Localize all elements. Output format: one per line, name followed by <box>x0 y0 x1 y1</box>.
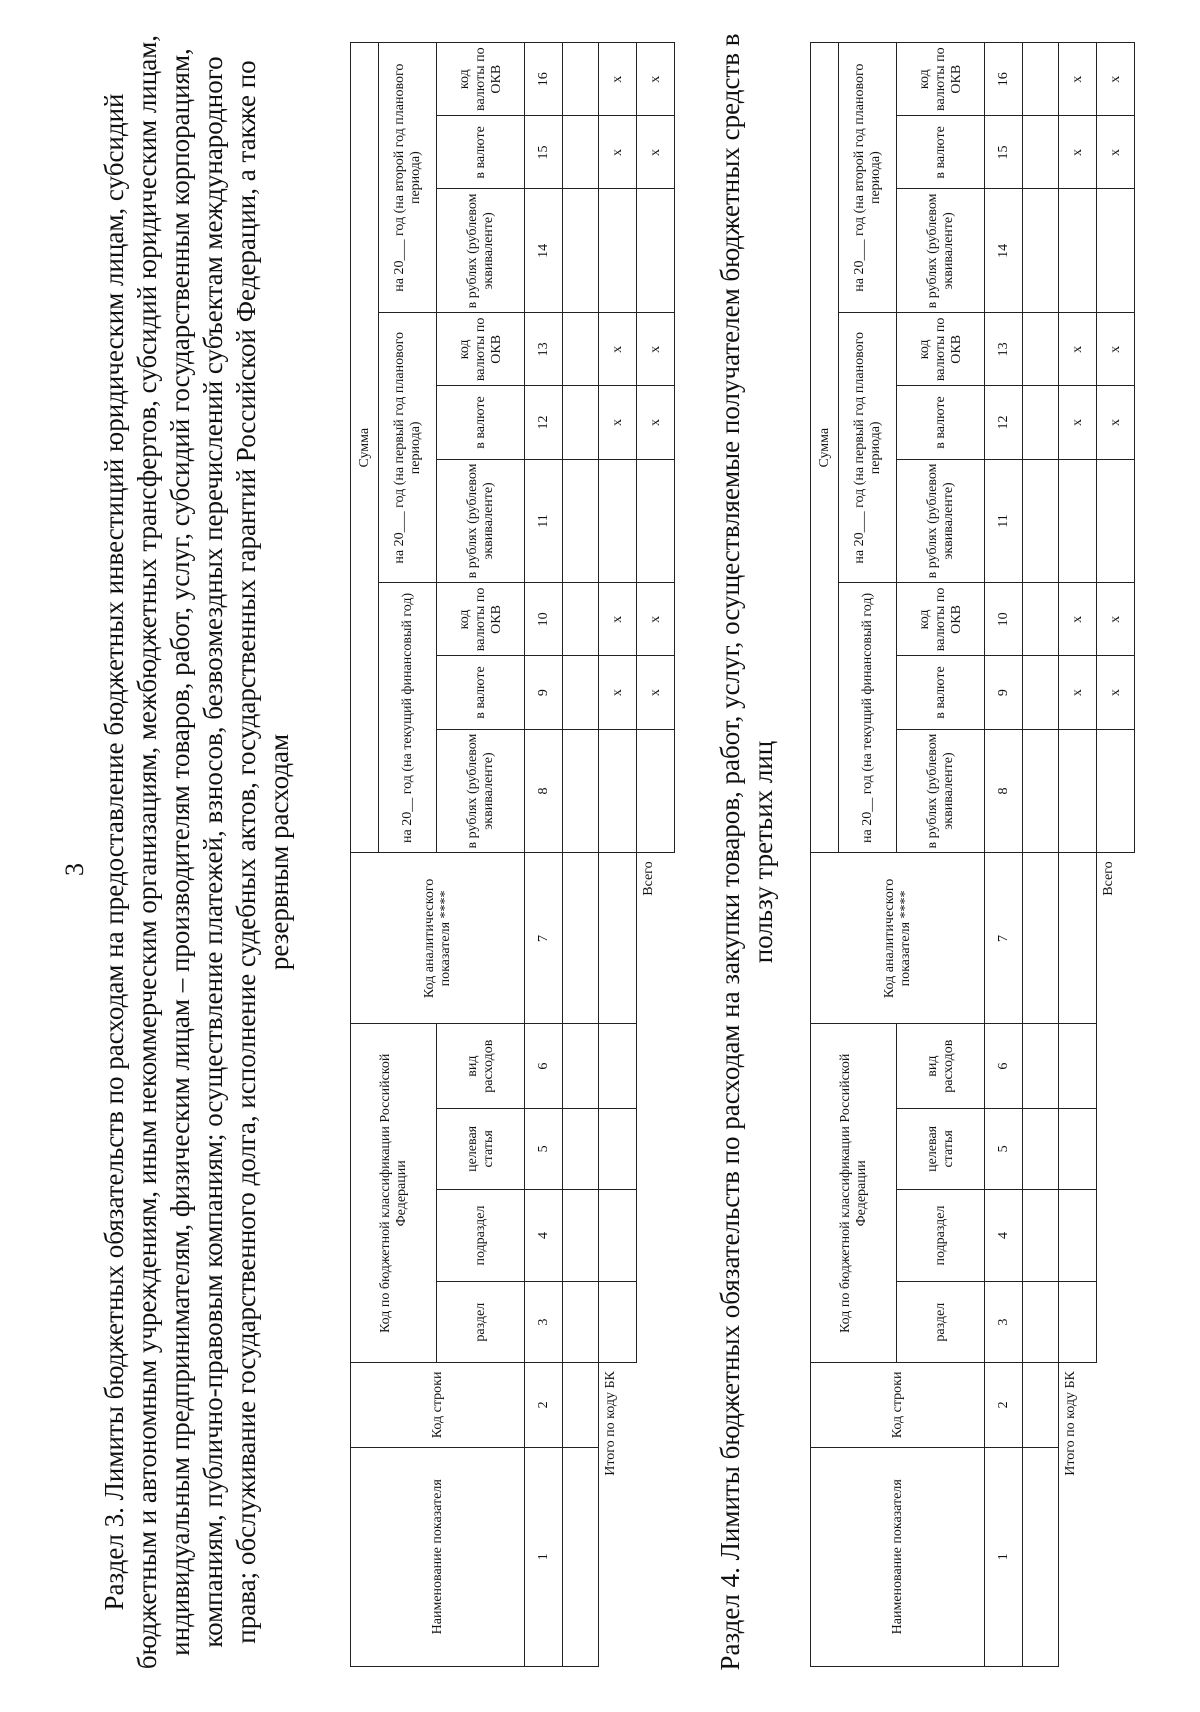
table-cell <box>1023 1282 1059 1363</box>
col-number: 15 <box>525 116 563 189</box>
table-cell <box>563 1024 599 1108</box>
x-mark: x <box>1097 656 1135 729</box>
table-cell <box>599 1108 637 1189</box>
header-rub: в рублях (рублевом эквиваленте) <box>897 459 985 583</box>
header-year-second: на 20___ год (на второй год планового периода) <box>839 43 897 313</box>
header-val: в валюте <box>897 116 985 189</box>
header-vid: вид расходов <box>897 1024 985 1108</box>
header-name: Наименование показателя <box>351 1447 525 1666</box>
table-cell <box>563 116 599 189</box>
table-cell <box>1023 1363 1059 1447</box>
header-okv: код валюты по ОКВ <box>437 43 525 116</box>
header-val: в валюте <box>437 116 525 189</box>
header-bk-code: Код по бюджетной классификации Российской Федерации <box>351 1024 437 1363</box>
table-cell <box>599 853 637 1024</box>
table-cell <box>1023 853 1059 1024</box>
header-okv: код валюты по ОКВ <box>437 583 525 656</box>
table-cell <box>563 313 599 386</box>
header-year-first: на 20___ год (на первый год планового периода) <box>839 313 897 583</box>
x-mark: x <box>1059 313 1097 386</box>
x-mark: x <box>637 386 675 459</box>
x-mark: x <box>599 583 637 656</box>
col-number: 9 <box>525 656 563 729</box>
table-cell <box>1059 189 1097 313</box>
header-rub: в рублях (рублевом эквиваленте) <box>437 189 525 313</box>
x-mark: x <box>1059 656 1097 729</box>
col-number: 5 <box>525 1108 563 1189</box>
col-number: 12 <box>985 386 1023 459</box>
table-cell <box>563 386 599 459</box>
table-cell <box>563 1108 599 1189</box>
header-okv: код валюты по ОКВ <box>897 313 985 386</box>
total-label: Всего <box>1101 861 1116 896</box>
col-number: 6 <box>525 1024 563 1108</box>
table-cell <box>563 583 599 656</box>
total-row <box>1097 43 1135 1667</box>
x-mark: x <box>599 116 637 189</box>
x-mark: x <box>1097 313 1135 386</box>
col-number: 14 <box>525 189 563 313</box>
col-number: 3 <box>525 1282 563 1363</box>
col-number: 16 <box>985 43 1023 116</box>
subtotal-label: Итого по коду БК <box>603 1371 618 1476</box>
header-rub: в рублях (рублевом эквиваленте) <box>437 459 525 583</box>
col-number: 8 <box>525 729 563 853</box>
table-cell <box>563 1363 599 1447</box>
table-cell <box>1059 1189 1097 1281</box>
col-number: 13 <box>985 313 1023 386</box>
table-cell <box>1023 656 1059 729</box>
x-mark: x <box>1097 583 1135 656</box>
header-podrazdel: подраздел <box>437 1189 525 1281</box>
header-rub: в рублях (рублевом эквиваленте) <box>897 729 985 853</box>
table-cell <box>563 1189 599 1281</box>
table-cell <box>599 459 637 583</box>
table-cell <box>1023 313 1059 386</box>
x-mark: x <box>1059 583 1097 656</box>
header-rub: в рублях (рублевом эквиваленте) <box>437 729 525 853</box>
header-val: в валюте <box>437 386 525 459</box>
col-number: 1 <box>525 1447 563 1666</box>
col-number: 16 <box>525 43 563 116</box>
table-cell <box>1023 583 1059 656</box>
header-analytic-code: Код аналитического показателя **** <box>811 853 985 1024</box>
section-3-heading: Раздел 3. Лимиты бюджетных обязательств по расходам на предоставление бюджетных инвестиций юридическим лицам, субсидий бюджетным и автономным учреждениям, иным некоммерческим организациям, межбюджетных трансфертов, субсидий юридическим лицам, индивидуальным предпринимателям, физическим лицам – производителям товаров, работ, услуг, субсидий государственным корпорациям, компаниям, публично-правовым компаниям; осуществление платежей, взносов, безвозмездных перечислений субъектам международного права; обслуживание государственного долга, исполнение судебных актов, государственных гарантий Российской Федерации, а также по резервным расходам <box>99 34 294 1670</box>
column-number-row <box>985 43 1023 1667</box>
table-cell <box>1097 189 1135 313</box>
header-line-code: Код строки <box>351 1363 525 1447</box>
x-mark: x <box>599 43 637 116</box>
x-mark: x <box>637 583 675 656</box>
table-cell <box>563 1282 599 1363</box>
table-cell <box>563 43 599 116</box>
x-mark: x <box>599 386 637 459</box>
x-mark: x <box>637 313 675 386</box>
col-number: 14 <box>985 189 1023 313</box>
table-cell <box>637 729 675 853</box>
section-4-heading: Раздел 4. Лимиты бюджетных обязательств по расходам на закупки товаров, работ, услуг, осуществляемые получателем бюджетных средств в пользу третьих лиц <box>715 33 778 1671</box>
header-sum: Сумма <box>811 43 839 853</box>
header-year-current: на 20__ год (на текущий финансовый год) <box>379 583 437 853</box>
col-number: 7 <box>525 853 563 1024</box>
x-mark: x <box>599 313 637 386</box>
table-cell <box>599 729 637 853</box>
table-cell <box>599 1024 637 1108</box>
header-okv: код валюты по ОКВ <box>897 583 985 656</box>
table-cell <box>1023 386 1059 459</box>
header-val: в валюте <box>897 386 985 459</box>
header-val: в валюте <box>437 656 525 729</box>
col-number: 13 <box>525 313 563 386</box>
col-number: 10 <box>525 583 563 656</box>
table-cell <box>1059 853 1097 1024</box>
table-cell <box>637 189 675 313</box>
total-row <box>637 43 675 1667</box>
header-razdel: раздел <box>437 1282 525 1363</box>
header-val: в валюте <box>897 656 985 729</box>
table-cell <box>1059 1024 1097 1108</box>
table-cell <box>1023 189 1059 313</box>
table-cell <box>637 459 675 583</box>
table-cell <box>1023 1108 1059 1189</box>
x-mark: x <box>637 43 675 116</box>
header-celevaya: целевая статья <box>897 1108 985 1189</box>
table-cell <box>1023 1189 1059 1281</box>
col-number: 10 <box>985 583 1023 656</box>
col-number: 4 <box>985 1189 1023 1281</box>
col-number: 1 <box>985 1447 1023 1666</box>
header-name: Наименование показателя <box>811 1447 985 1666</box>
table-cell <box>1059 729 1097 853</box>
col-number: 6 <box>985 1024 1023 1108</box>
table-cell <box>1023 1447 1059 1666</box>
header-okv: код валюты по ОКВ <box>437 313 525 386</box>
x-mark: x <box>1097 116 1135 189</box>
table-cell <box>1023 116 1059 189</box>
table-cell <box>563 729 599 853</box>
header-line-code: Код строки <box>811 1363 985 1447</box>
table-cell <box>1059 459 1097 583</box>
table-row <box>563 43 599 1667</box>
col-number: 11 <box>985 459 1023 583</box>
x-mark: x <box>1097 43 1135 116</box>
table-cell <box>1059 1282 1097 1363</box>
x-mark: x <box>1059 386 1097 459</box>
table-cell <box>563 853 599 1024</box>
table-cell <box>1097 729 1135 853</box>
col-number: 2 <box>525 1363 563 1447</box>
table-row <box>1023 43 1059 1667</box>
x-mark: x <box>1097 386 1135 459</box>
table-cell <box>563 189 599 313</box>
table-cell <box>563 459 599 583</box>
column-number-row <box>525 43 563 1667</box>
header-bk-code: Код по бюджетной классификации Российской Федерации <box>811 1024 897 1363</box>
col-number: 7 <box>985 853 1023 1024</box>
header-year-second: на 20___ год (на второй год планового периода) <box>379 43 437 313</box>
table-cell <box>599 1282 637 1363</box>
header-razdel: раздел <box>897 1282 985 1363</box>
header-sum: Сумма <box>351 43 379 853</box>
subtotal-row <box>599 43 637 1667</box>
x-mark: x <box>637 656 675 729</box>
table-cell <box>563 656 599 729</box>
x-mark: x <box>1059 43 1097 116</box>
col-number: 5 <box>985 1108 1023 1189</box>
col-number: 9 <box>985 656 1023 729</box>
table-cell <box>1059 1108 1097 1189</box>
col-number: 11 <box>525 459 563 583</box>
col-number: 3 <box>985 1282 1023 1363</box>
section-3-table <box>350 42 675 1667</box>
x-mark: x <box>1059 116 1097 189</box>
table-cell <box>1023 43 1059 116</box>
section-4-table <box>810 42 1135 1667</box>
header-year-first: на 20___ год (на первый год планового периода) <box>379 313 437 583</box>
header-podrazdel: подраздел <box>897 1189 985 1281</box>
table-cell <box>1097 459 1135 583</box>
col-number: 4 <box>525 1189 563 1281</box>
header-vid: вид расходов <box>437 1024 525 1108</box>
total-label: Всего <box>641 861 656 896</box>
col-number: 8 <box>985 729 1023 853</box>
table-cell <box>599 189 637 313</box>
header-analytic-code: Код аналитического показателя **** <box>351 853 525 1024</box>
x-mark: x <box>599 656 637 729</box>
subtotal-label: Итого по коду БК <box>1063 1371 1078 1476</box>
header-celevaya: целевая статья <box>437 1108 525 1189</box>
x-mark: x <box>637 116 675 189</box>
table-cell <box>563 1447 599 1666</box>
table-cell <box>1023 459 1059 583</box>
col-number: 15 <box>985 116 1023 189</box>
col-number: 12 <box>525 386 563 459</box>
header-okv: код валюты по ОКВ <box>897 43 985 116</box>
header-year-current: на 20__ год (на текущий финансовый год) <box>839 583 897 853</box>
page-number: 3 <box>60 863 89 876</box>
subtotal-row <box>1059 43 1097 1667</box>
header-rub: в рублях (рублевом эквиваленте) <box>897 189 985 313</box>
table-cell <box>599 1189 637 1281</box>
col-number: 2 <box>985 1363 1023 1447</box>
table-cell <box>1023 1024 1059 1108</box>
table-cell <box>1023 729 1059 853</box>
